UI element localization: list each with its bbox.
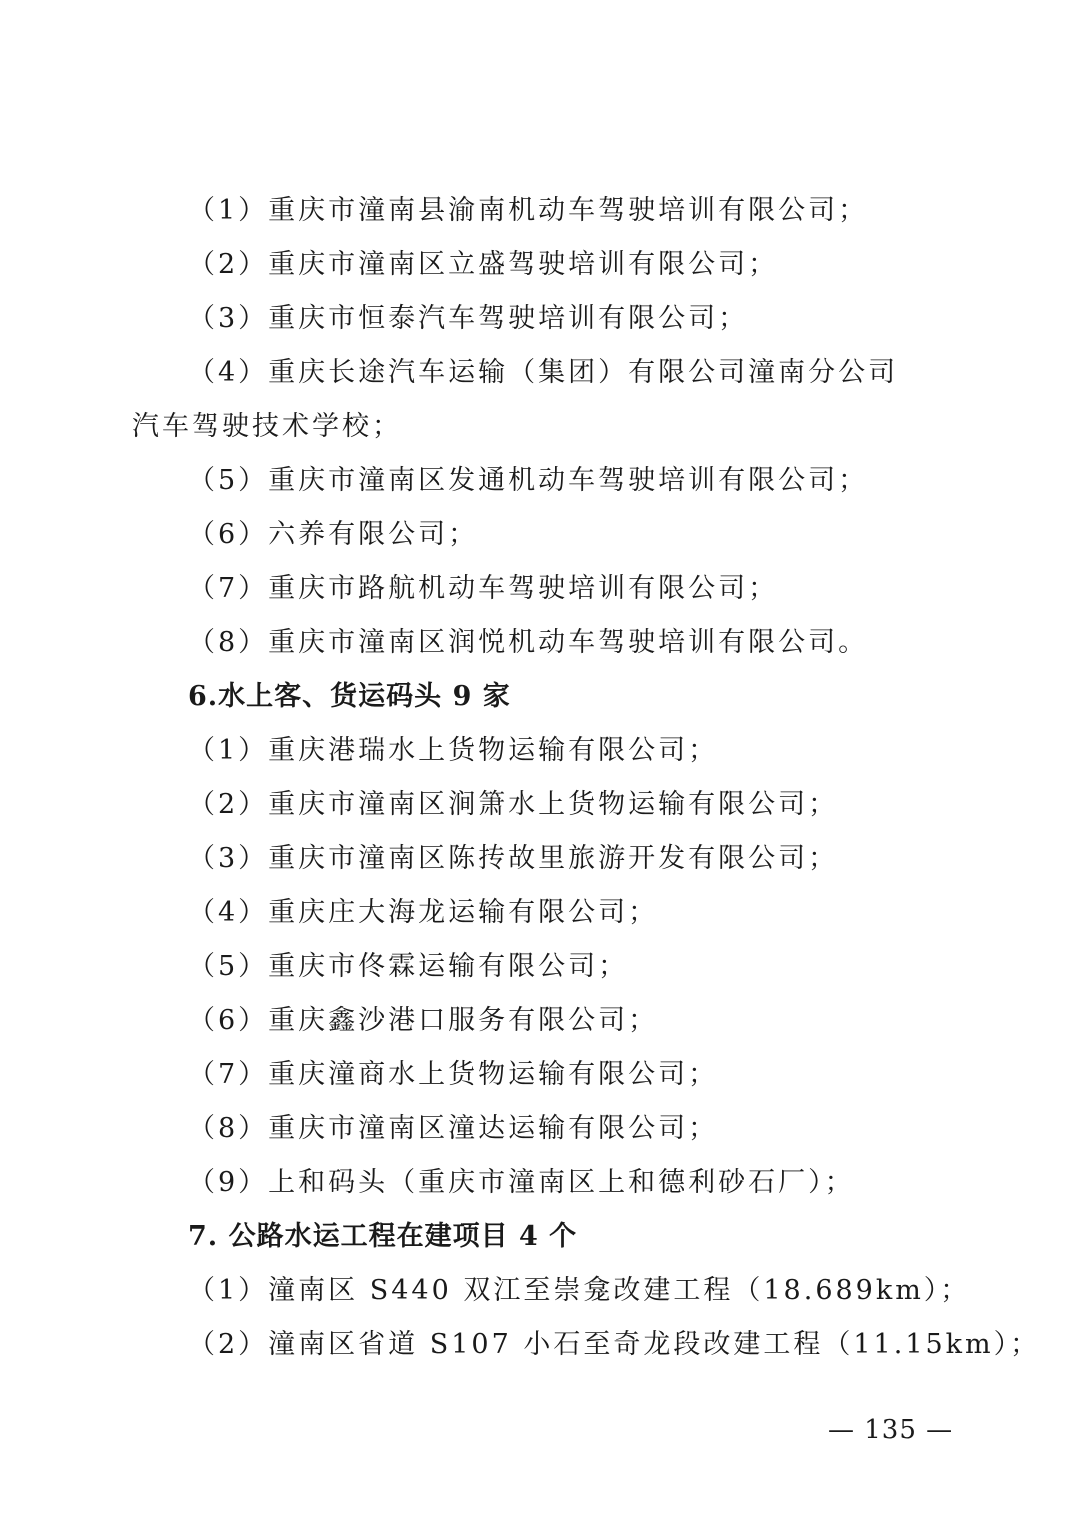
list-item: （2）潼南区省道 S107 小石至奇龙段改建工程（11.15km）；: [188, 1329, 1041, 1360]
list-item: （2）重庆市潼南区涧箫水上货物运输有限公司；: [188, 789, 839, 820]
list-item: （1）重庆港瑞水上货物运输有限公司；: [188, 735, 719, 766]
list-item: （4）重庆庄大海龙运输有限公司；: [188, 897, 659, 928]
list-item: （3）重庆市潼南区陈抟故里旅游开发有限公司；: [188, 843, 839, 874]
list-item: （9）上和码头（重庆市潼南区上和德利砂石厂）；: [188, 1167, 855, 1198]
list-item: （4）重庆长途汽车运输（集团）有限公司潼南分公司: [188, 357, 899, 388]
list-item: （1）重庆市潼南县渝南机动车驾驶培训有限公司；: [188, 195, 869, 226]
list-item: （6）六养有限公司；: [188, 519, 479, 550]
list-item: （8）重庆市潼南区润悦机动车驾驶培训有限公司。: [188, 627, 869, 658]
section-heading: 7. 公路水运工程在建项目 4 个: [188, 1221, 578, 1252]
list-item-continuation: 汽车驾驶技术学校；: [132, 411, 402, 442]
list-item: （1）潼南区 S440 双江至崇龛改建工程（18.689km）；: [188, 1275, 971, 1306]
page-number: — 135 —: [828, 1415, 954, 1445]
list-item: （8）重庆市潼南区潼达运输有限公司；: [188, 1113, 719, 1144]
section-heading: 6.水上客、货运码头 9 家: [188, 681, 511, 712]
list-item: （6）重庆鑫沙港口服务有限公司；: [188, 1005, 659, 1036]
list-item: （5）重庆市潼南区发通机动车驾驶培训有限公司；: [188, 465, 869, 496]
list-item: （2）重庆市潼南区立盛驾驶培训有限公司；: [188, 249, 779, 280]
list-item: （7）重庆潼商水上货物运输有限公司；: [188, 1059, 719, 1090]
list-item: （7）重庆市路航机动车驾驶培训有限公司；: [188, 573, 779, 604]
list-item: （5）重庆市佟霖运输有限公司；: [188, 951, 629, 982]
list-item: （3）重庆市恒泰汽车驾驶培训有限公司；: [188, 303, 749, 334]
